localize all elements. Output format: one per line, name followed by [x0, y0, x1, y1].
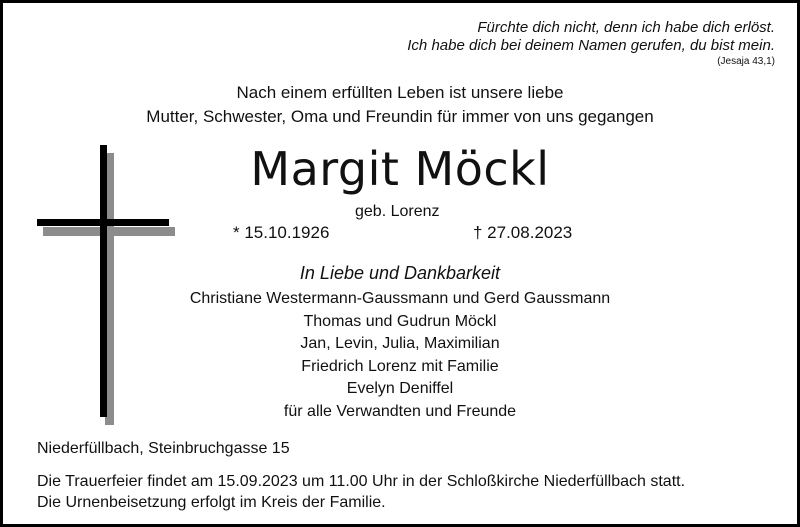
funeral-note-line-1: Die Trauerfeier findet am 15.09.2023 um 11.00 Uhr in der Schloßkirche Niederfüllbach statt.: [37, 473, 686, 490]
mourner-line: Christiane Westermann-Gaussmann und Gerd Gaussmann: [189, 290, 611, 307]
mourner-line: Jan, Levin, Julia, Maximilian: [300, 335, 500, 352]
mourners-list: [3, 288, 797, 423]
death-date: † 27.08.2023: [473, 223, 573, 242]
mourner-line: Friedrich Lorenz mit Familie: [301, 357, 499, 375]
birth-date: * 15.10.1926: [233, 223, 330, 242]
bible-verse: [407, 19, 775, 68]
deceased-name: Margit Möckl: [250, 142, 550, 196]
address: Niederfüllbach, Steinbruchgasse 15: [37, 440, 290, 457]
mourner-line: Thomas und Gudrun Möckl: [303, 312, 497, 330]
birth-name: geb. Lorenz: [355, 203, 440, 220]
mourner-line: für alle Verwandten und Freunde: [283, 402, 517, 420]
verse-line-1: Fürchte dich nicht, denn ich habe dich erlöst.: [477, 19, 775, 36]
verse-line-2: Ich habe dich bei deinem Namen gerufen, du bist mein.: [407, 37, 775, 54]
mourner-line: Evelyn Deniffel: [346, 380, 454, 397]
tagline: In Liebe und Dankbarkeit: [299, 263, 501, 283]
verse-reference: (Jesaja 43,1): [717, 56, 775, 67]
funeral-notes: [37, 471, 685, 513]
cross-shadow-horizontal: [43, 227, 175, 236]
cross-horizontal-beam: [37, 219, 169, 226]
intro-line-2: Mutter, Schwester, Oma und Freundin für immer von uns gegangen: [146, 107, 654, 126]
intro-text: [3, 81, 797, 129]
funeral-note-line-2: Die Urnenbeisetzung erfolgt im Kreis der Familie.: [37, 494, 386, 511]
intro-line-1: Nach einem erfüllten Leben ist unsere liebe: [236, 83, 564, 102]
